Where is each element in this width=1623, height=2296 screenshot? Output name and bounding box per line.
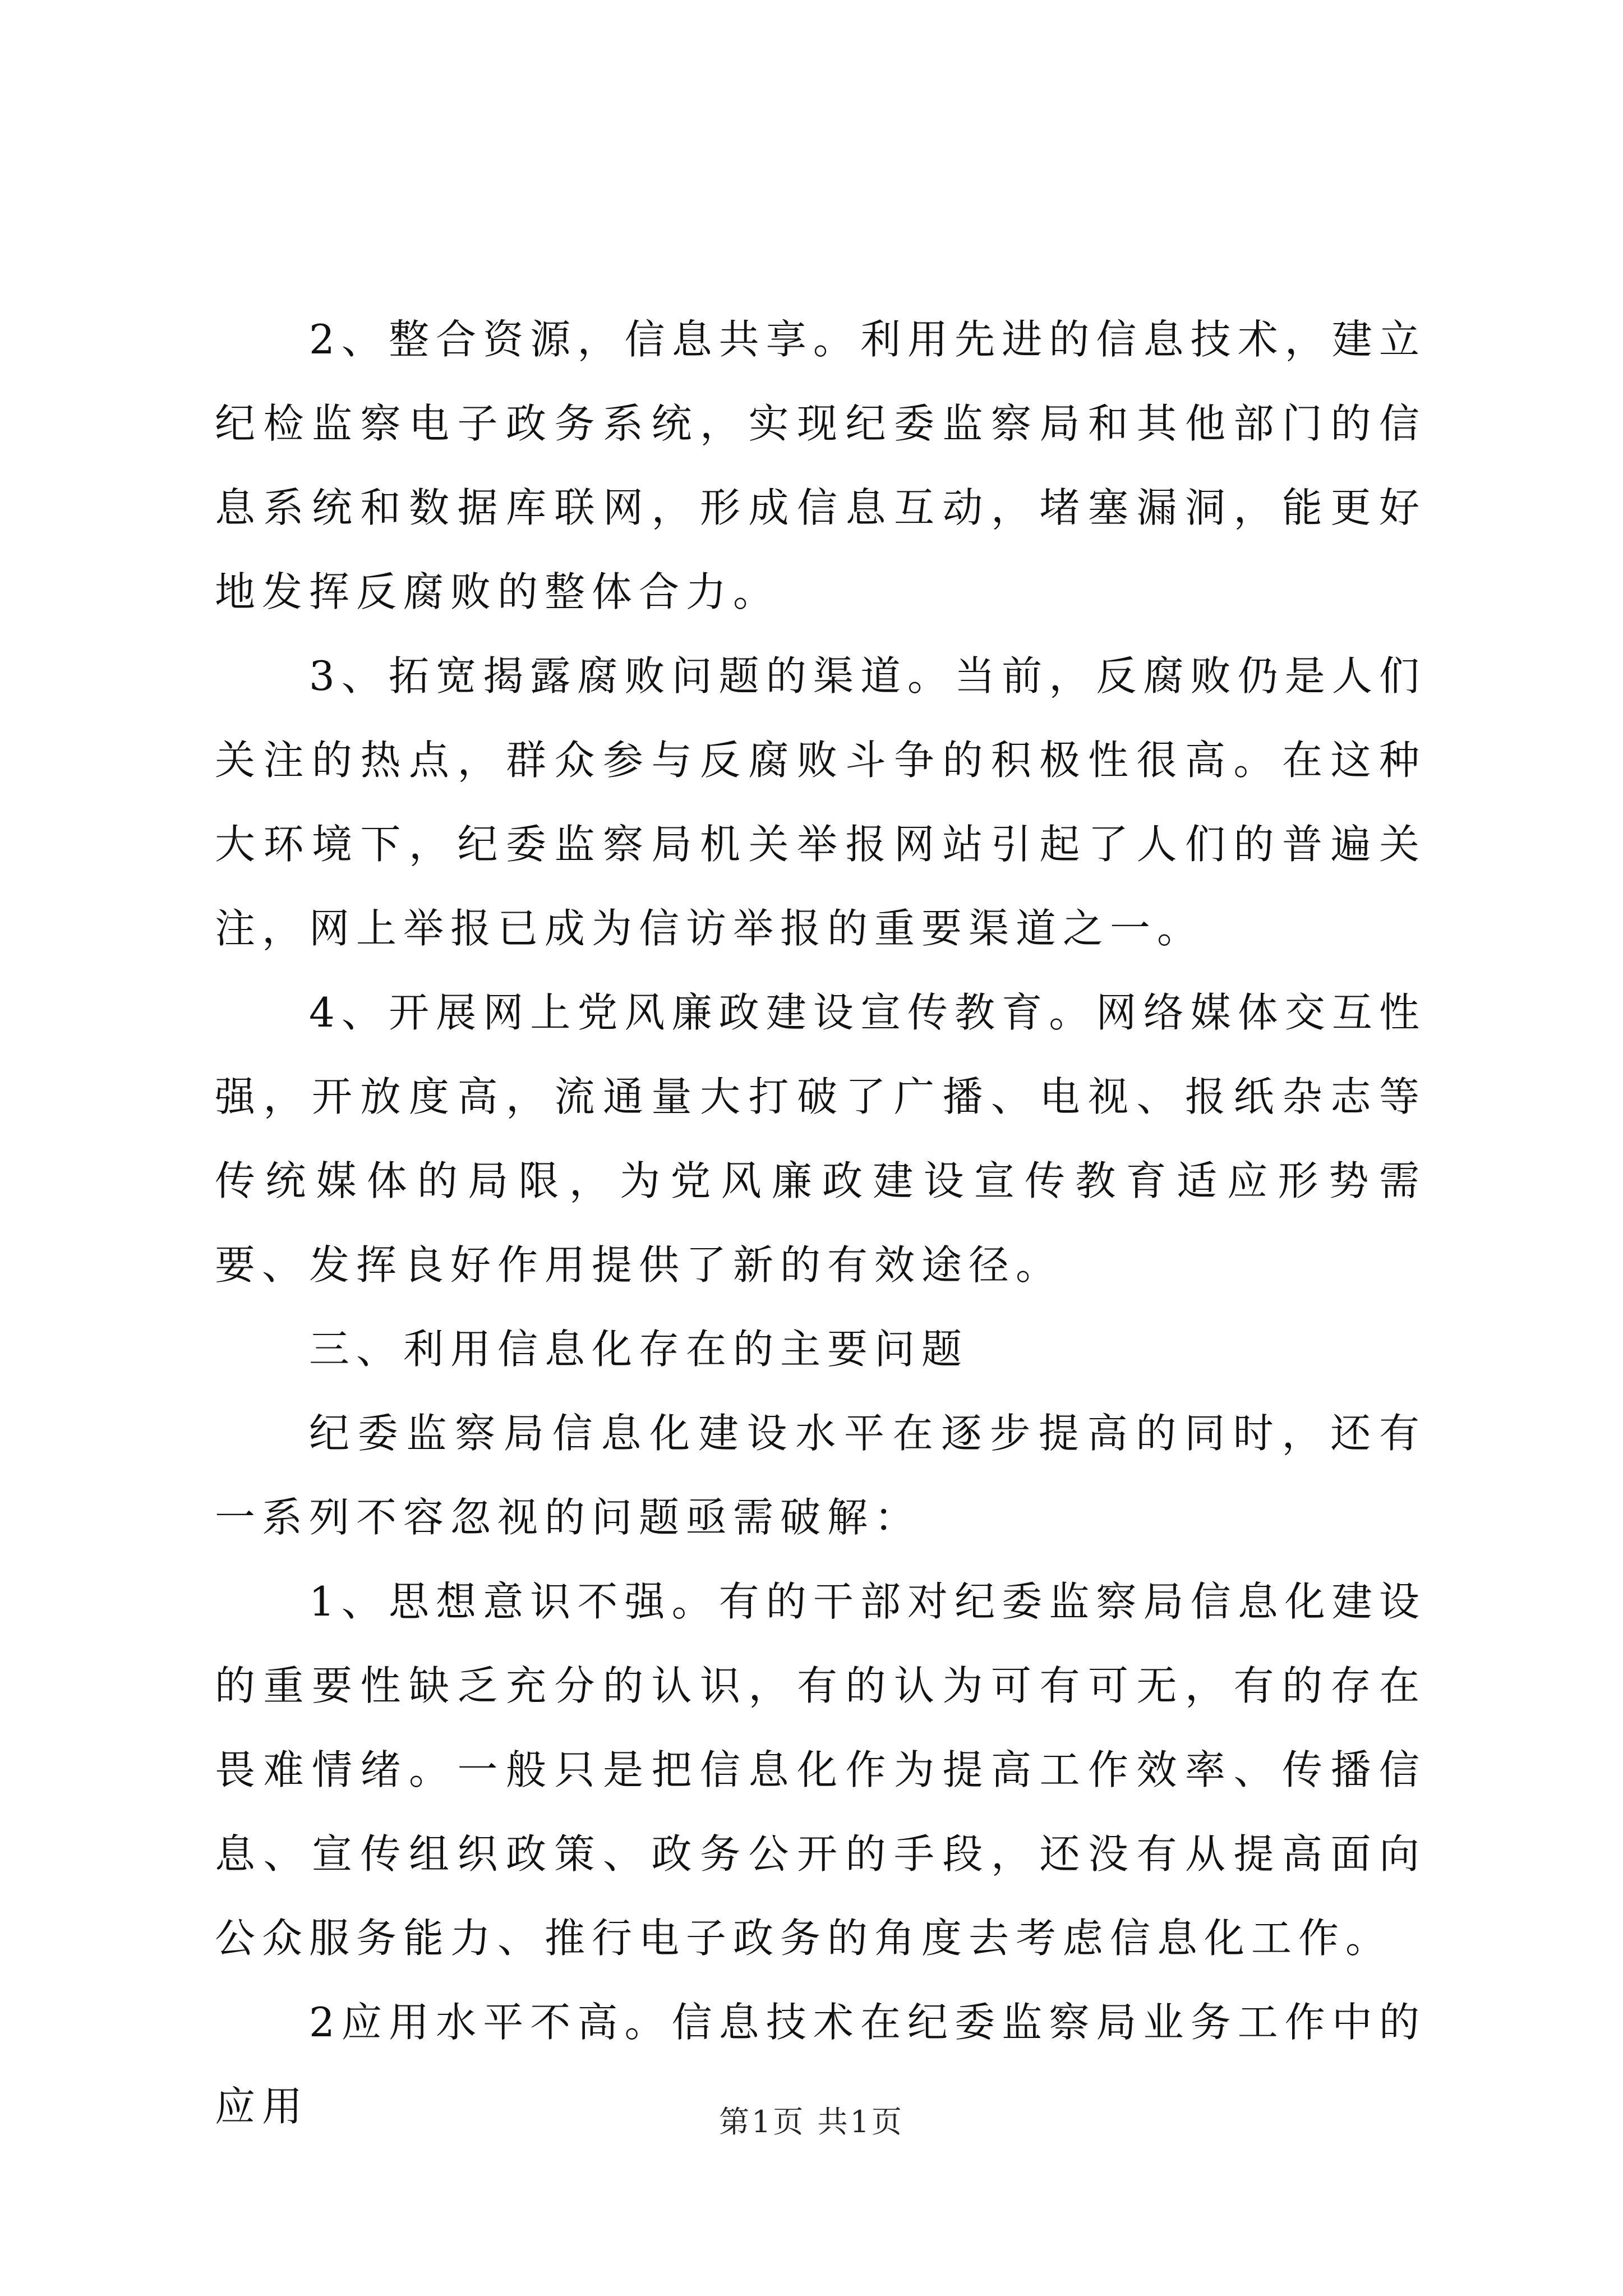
section-heading-main-problems: 三、利用信息化存在的主要问题 [309, 1326, 969, 1373]
paragraph-integrate-resources: 2、整合资源，信息共享。利用先进的信息技术，建立纪检监察电子政务系统，实现纪委监察局和其他部门的信息系统和数据库联网，形成信息互动，堵塞漏洞，能更好地发挥反腐败的整体合力。 [215, 316, 1426, 615]
document-body [215, 297, 1426, 2148]
paragraph-low-application-level: 2应用水平不高。信息技术在纪委监察局业务工作中的应用 [215, 1999, 1426, 2130]
paragraph-weak-awareness: 1、思想意识不强。有的干部对纪委监察局信息化建设的重要性缺乏充分的认识，有的认为可有可无，有的存在畏难情绪。一般只是把信息化作为提高工作效率、传播信息、宣传组织政策、政务公开的手段，还没有从提高面向公众服务能力、推行电子政务的角度去考虑信息化工作。 [215, 1578, 1426, 1962]
paragraph-expand-reporting-channels: 3、拓宽揭露腐败问题的渠道。当前，反腐败仍是人们关注的热点，群众参与反腐败斗争的积极性很高。在这种大环境下，纪委监察局机关举报网站引起了人们的普遍关注，网上举报已成为信访举报的重要渠道之一。 [215, 652, 1426, 952]
paragraph-online-education: 4、开展网上党风廉政建设宣传教育。网络媒体交互性强，开放度高，流通量大打破了广播、电视、报纸杂志等传统媒体的局限，为党风廉政建设宣传教育适应形势需要、发挥良好作用提供了新的有效途径。 [215, 989, 1426, 1289]
paragraph-problems-intro: 纪委监察局信息化建设水平在逐步提高的同时，还有一系列不容忽视的问题亟需破解： [215, 1410, 1426, 1541]
page-footer: 第1页 共1页 [719, 2104, 904, 2139]
